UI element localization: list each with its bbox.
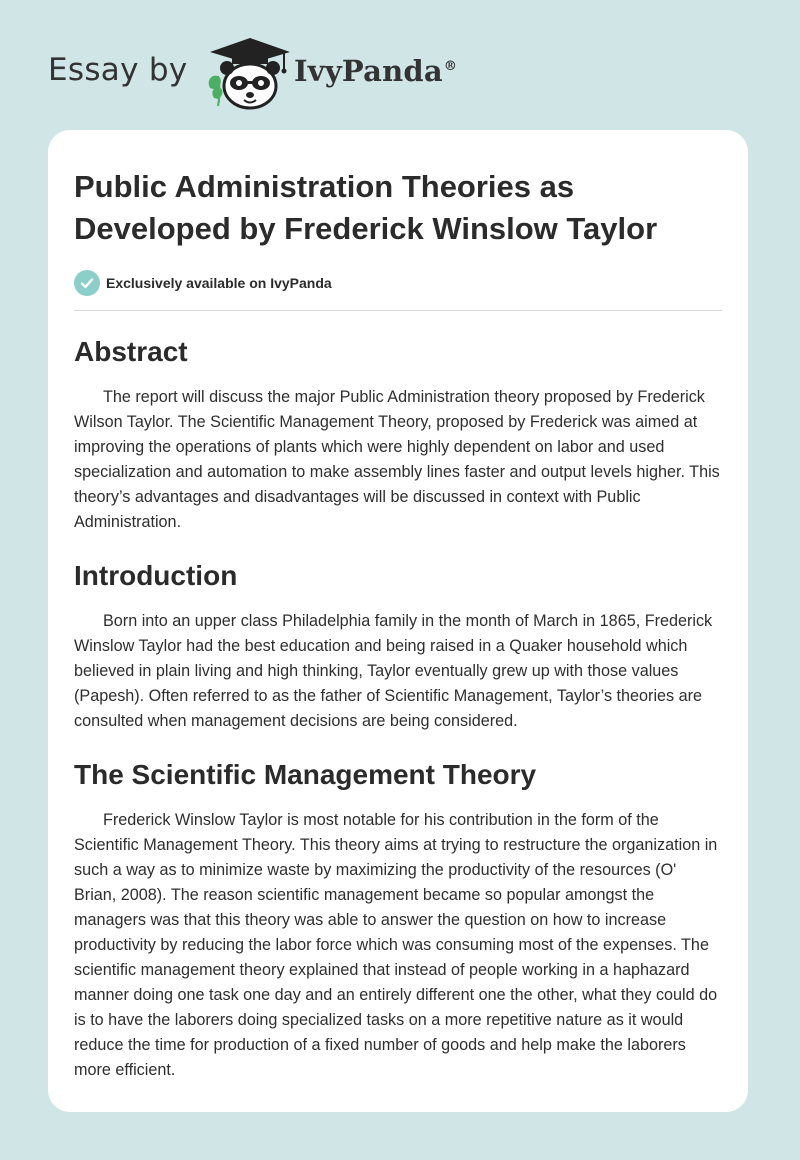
section-heading: The Scientific Management Theory xyxy=(74,759,537,790)
exclusive-badge-label: Exclusively available on IvyPanda xyxy=(106,275,332,291)
registered-mark: ® xyxy=(443,59,458,75)
section-introduction xyxy=(74,559,722,734)
section-scientific-management xyxy=(74,758,722,1083)
brand-name[interactable] xyxy=(294,54,457,88)
panda-logo-icon[interactable] xyxy=(204,36,296,110)
checkmark-icon xyxy=(74,270,100,296)
section-paragraph: Frederick Winslow Taylor is most notable for his contribution in the form of the Scientific Management Theory. This theory aims at trying to restructure the organization in such a way as to minimize waste by maximizing the productivity of the resources (O' Brian, 2008). The reason scientific management became so popular amongst the managers was that this theory was able to answer the question on how to increase productivity by reducing the labor force which was consuming most of the expenses. The scientific management theory explained that instead of people working in a haphazard manner doing one task one day and an entirely different one the other, what they could do is to have the laborers doing specialized tasks on a more repetitive nature as it would reduce the time for production of a fixed number of goods and help make the laborers more efficient. xyxy=(74,811,718,1079)
page-title: Public Administration Theories as Developed by Frederick Winslow Taylor xyxy=(74,169,658,246)
exclusive-badge xyxy=(74,268,722,298)
section-paragraph: The report will discuss the major Public Administration theory proposed by Frederick Wilson Taylor. The Scientific Management Theory, proposed by Frederick was aimed at improving the operations of plants which were highly dependent on labor and used specialization and automation to make assembly lines faster and output levels higher. This theory’s advantages and disadvantages will be discussed in context with Public Administration. xyxy=(74,388,720,531)
section-abstract xyxy=(74,335,722,535)
section-paragraph: Born into an upper class Philadelphia family in the month of March in 1865, Frederick Winslow Taylor had the best education and being raised in a Quaker household which believed in plain living and high thinking, Taylor eventually grew up with those values (Papesh). Often referred to as the father of Scientific Management, Taylor’s theories are consulted when management decisions are being considered. xyxy=(74,612,713,730)
divider xyxy=(74,310,722,311)
essay-by-label: Essay by xyxy=(48,52,188,88)
section-heading: Introduction xyxy=(74,560,238,591)
brand-text: IvyPanda xyxy=(294,54,443,88)
essay-card xyxy=(48,130,748,1112)
site-header xyxy=(48,34,548,110)
section-heading: Abstract xyxy=(74,336,188,367)
